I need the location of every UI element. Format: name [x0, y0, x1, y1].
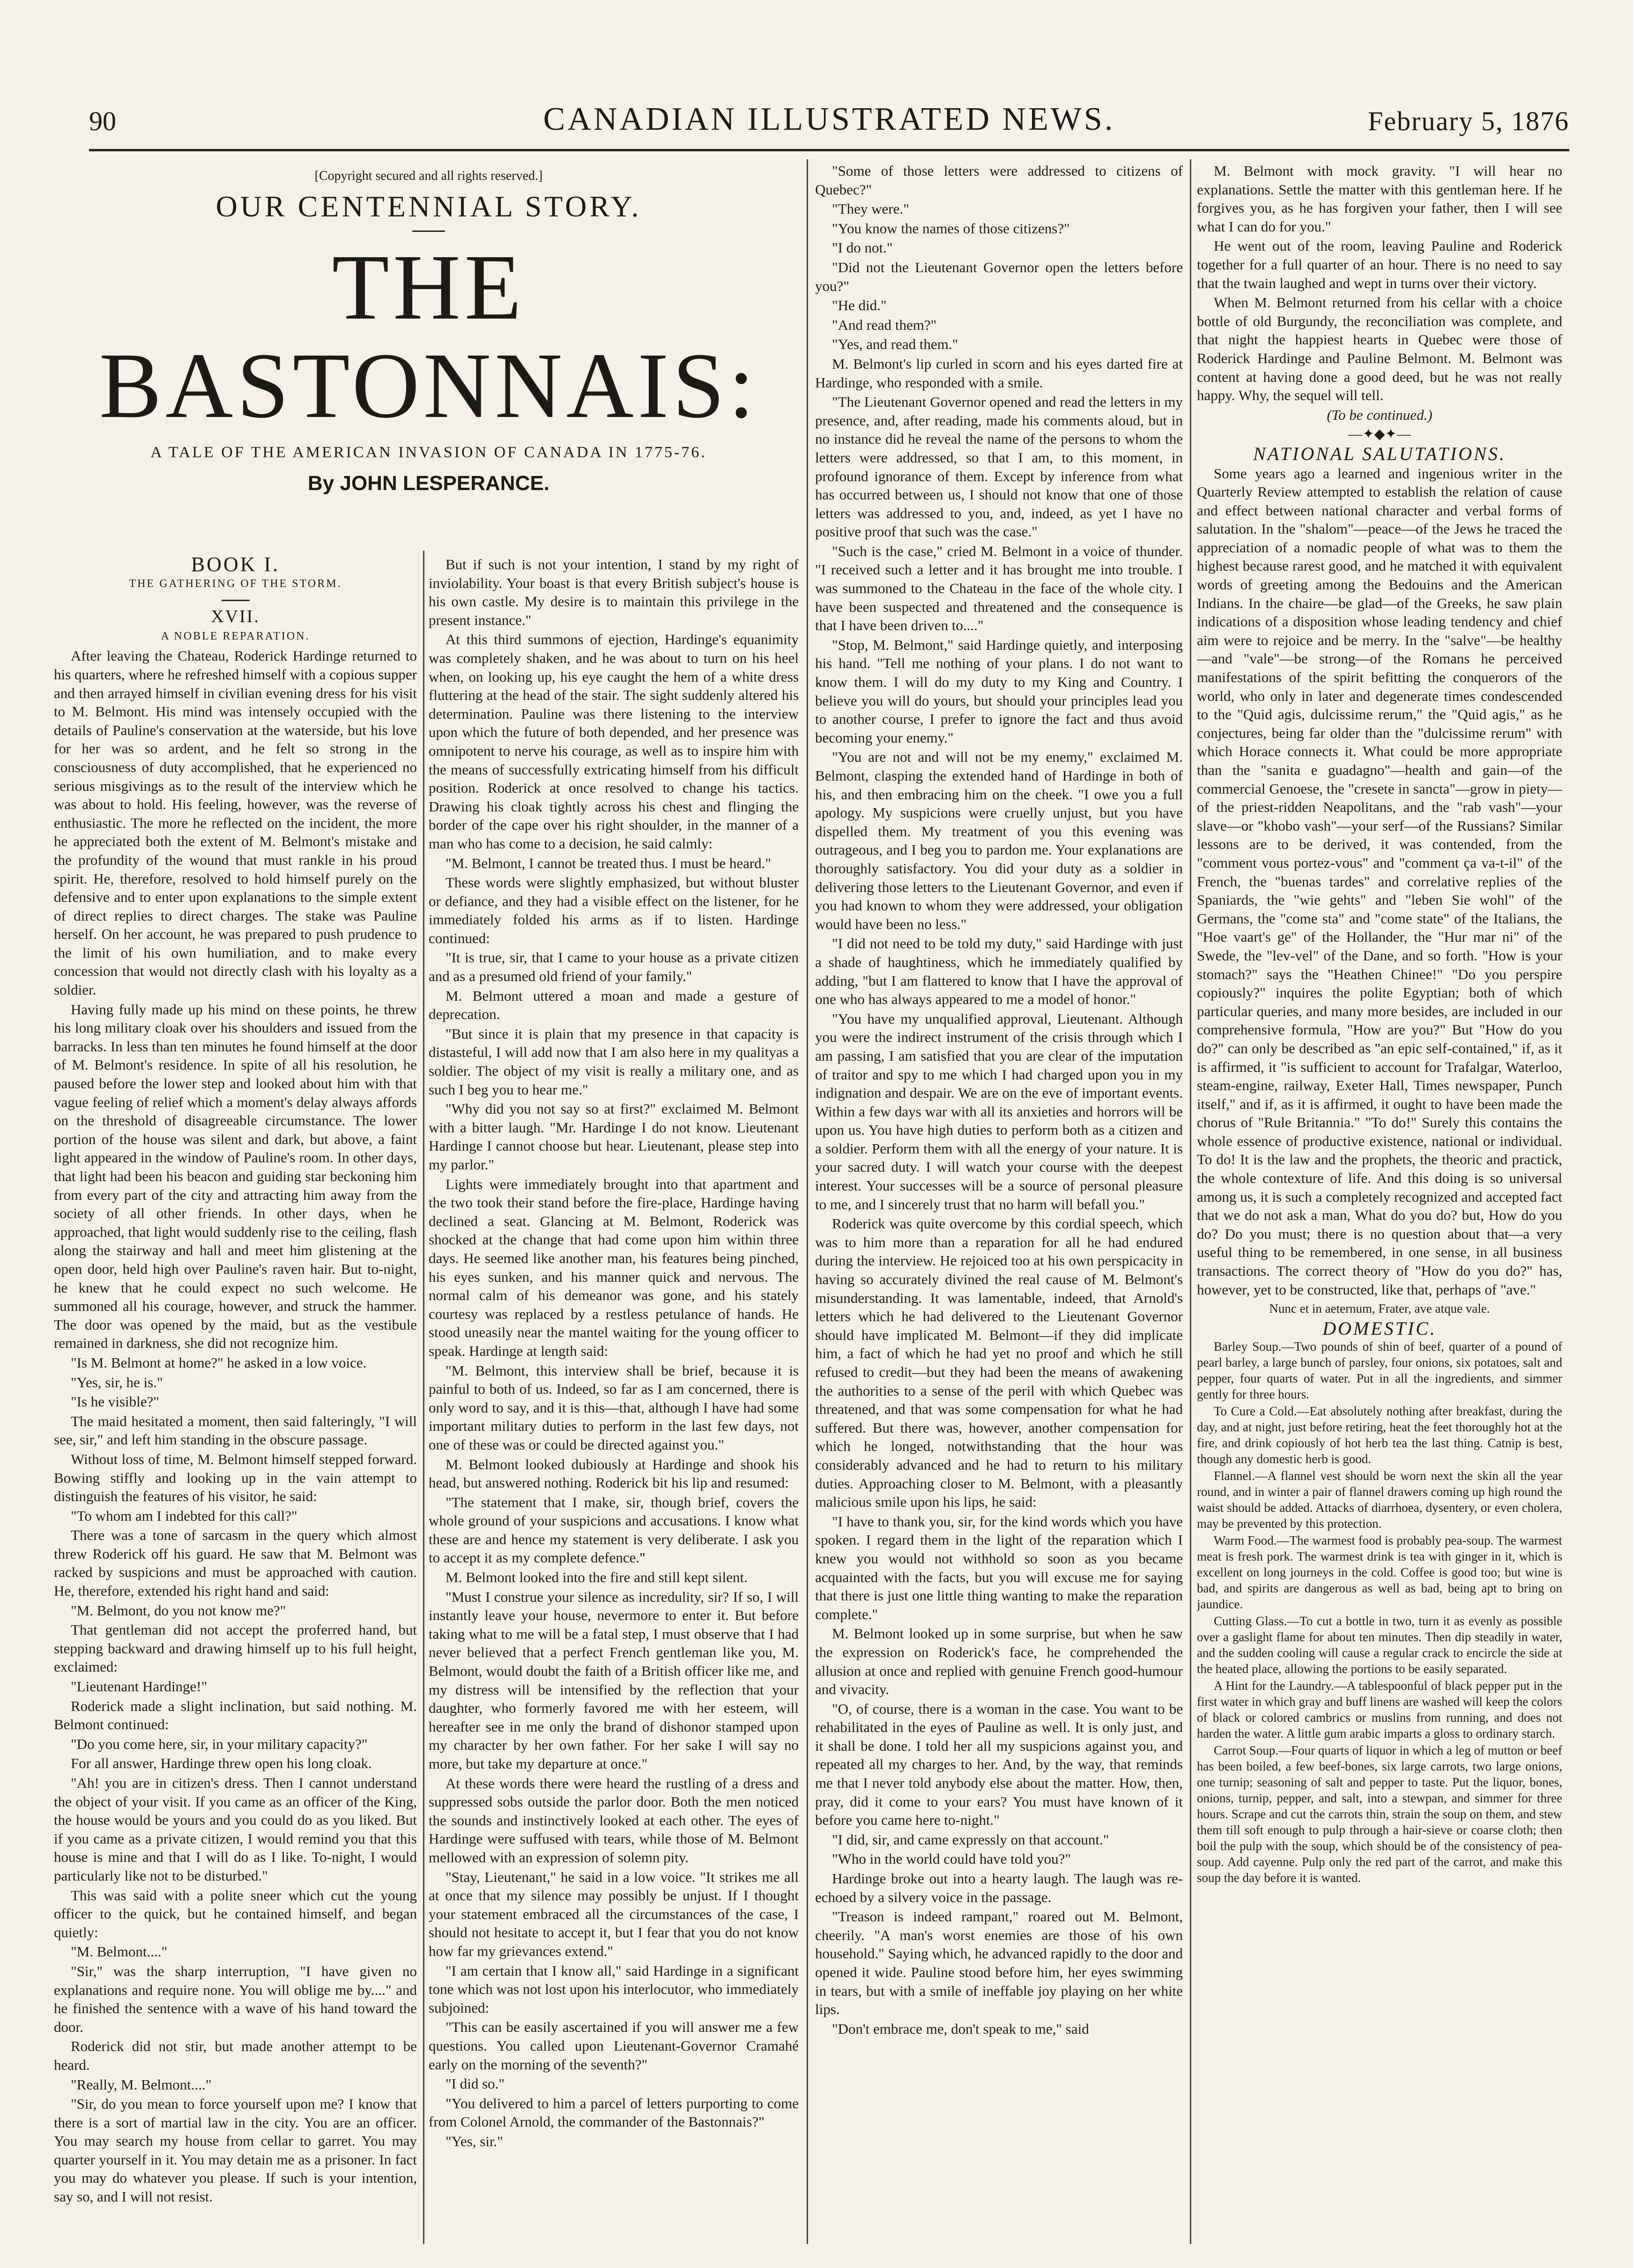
paragraph: "You delivered to him a parcel of letters purporting to come from Colonel Arnold, the commander of the Bastonnais?" — [429, 2095, 799, 2130]
paragraph: When M. Belmont returned from his cellar with a choice bottle of old Burgundy, the reconciliation was complete, and that night the happiest hearts in Quebec were those of Roderick Hardinge and Pauline Belmont. M. Belmont was content at having done a good deed, but he was not really happy. Why, the sequel will tell. — [1197, 294, 1562, 404]
column-4 — [1197, 162, 1562, 2242]
paragraph: "Who in the world could have told you?" — [832, 1851, 1071, 1867]
book-subtitle: THE GATHERING OF THE STORM. — [129, 577, 342, 590]
story-subtitle: A TALE OF THE AMERICAN INVASION OF CANADA IN 1775-76. — [150, 444, 707, 461]
to-be-continued: (To be continued.) — [1327, 406, 1433, 423]
paragraph: "It is true, sir, that I came to your house as a private citizen and as a presumed old friend of your family." — [429, 949, 799, 985]
paragraph: This was said with a polite sneer which cut the young officer to the quick, but he contained himself, and began quietly: — [54, 1887, 417, 1941]
column-1-text — [54, 647, 417, 2206]
paragraph: "I did so." — [445, 2075, 505, 2092]
paragraph: "You are not and will not be my enemy," exclaimed M. Belmont, clasping the extended hand of Hardinge in both of his, and then embracing him on the cheek. "I owe you a full apology. My suspicions were cruelly unjust, but you have dispelled them. My treatment of you this evening was outrageous, and I beg you to pardon me. Your explanations are thoroughly satisfactory. You did your duty as a soldier in delivering those letters to the Lieutenant Governor, and even if you had known to whom they were addressed, your obligation would have been no less." — [815, 749, 1183, 932]
column-3-text — [815, 162, 1183, 2038]
column-2-text — [429, 555, 799, 2150]
paragraph: Carrot Soup.—Four quarts of liquor in which a leg of mutton or beef has been boiled, a few beef-bones, six large carrots, two large onions, one turnip; seasoning of salt and pepper to taste. Put the liquor, bones, onions, turnip, pepper, and salt, into a stewpan, and simmer for three hours. Scrape and cut the carrots thin, strain the soup on them, and stew them till soft enough to pulp through a hair-sieve or coarse cloth; then boil the pulp with the soup, which should be of the consistency of pea-soup. Add cayenne. Pulp only the red part of the carrot, and make this soup the day before it is wanted. — [1197, 1743, 1562, 1885]
paragraph: Hardinge broke out into a hearty laugh. The laugh was re-echoed by a silvery voice in the passage. — [815, 1870, 1183, 1905]
page-number: 90 — [89, 106, 116, 136]
salutations-text — [1197, 464, 1562, 1299]
paragraph: Barley Soup.—Two pounds of shin of beef, quarter of a pound of pearl barley, a large bunch of parsley, four onions, six potatoes, salt and pepper, four quarts of water. Put in all the ingredients, and simmer gently for three hours. — [1197, 1339, 1562, 1402]
paragraph: "I am certain that I know all," said Hardinge in a significant tone which was not lost upon his interlocutor, who immediately subjoined: — [429, 1962, 799, 2016]
paragraph: Having fully made up his mind on these points, he threw his long military cloak over his shoulders and issued from the barracks. In less than ten minutes he found himself at the door of M. Belmont's residence. In spite of all his resolution, he paused before the lower step and looked about him with that vague feeling of relief which a moment's delay always affords on the threshold of disagreeable circumstance. The lower portion of the house was silent and dark, but above, a faint light appeared in the window of Pauline's room. In other days, that light had been his beacon and guiding star beckoning him from every part of the city and attracting him away from the society of all other friends. In other days, when he approached, that light would suddenly rise to the ceiling, flash along the stairway and hall and meet him glistening at the open door, held high over Pauline's raven hair. But to-night, he knew that he could expect no such welcome. He summoned all his courage, however, and struck the hammer. The door was opened by the maid, but as the vestibule remained in darkness, she did not recognize him. — [54, 1001, 417, 1352]
paragraph: "Sir," was the sharp interruption, "I have given no explanations and require none. You will oblige me by...." and he finished the sentence with a wave of his hand toward the door. — [54, 1963, 417, 2035]
paragraph: Without loss of time, M. Belmont himself stepped forward. Bowing stiffly and looking up in the vain attempt to distinguish the features of his visitor, he said: — [54, 1450, 417, 1505]
paragraph: Lights were immediately brought into that apartment and the two took their stand before the fire-place, Hardinge having declined a seat. Glancing at M. Belmont, Roderick was shocked at the change that had come upon him within three days. He seemed like another man, his features being pinched, his eyes sunken, and his manner quick and nervous. The normal calm of his demeanor was gone, and his stately courtesy was replaced by a restless petulance of hands. He stood uneasily near the mantel waiting for the young officer to speak. Hardinge at length said: — [429, 1175, 799, 1359]
paragraph: "They were." — [832, 201, 909, 217]
paragraph: "Ah! you are in citizen's dress. Then I cannot understand the object of your visit. If you came as an officer of the King, the house would be yours and you could do as you liked. But if you came as a private citizen, I would remind you that this house is mine and that I will do as I like. To-night, I would particularly like not to be disturbed." — [54, 1775, 417, 1884]
paragraph: "Is M. Belmont at home?" he asked in a low voice. — [71, 1354, 367, 1371]
paragraph: That gentleman did not accept the proferred hand, but stepping backward and drawing himself up to his full height, exclaimed: — [54, 1621, 417, 1675]
column-4-text — [1197, 162, 1562, 405]
paragraph: M. Belmont with mock gravity. "I will hear no explanations. Settle the matter with this gentleman here. If he forgives you, as he has forgiven your father, then I will see what I can do for you." — [1197, 163, 1562, 235]
paragraph: M. Belmont looked into the fire and still kept silent. — [445, 1569, 748, 1586]
paragraph: "M. Belmont, do you not know me?" — [71, 1602, 286, 1619]
paragraph: "Stay, Lieutenant," he said in a low voice. "It strikes me all at once that my silence may possibly be unjust. If I thought your statement embraced all the circumstances of the case, I should not hesitate to accept it, but I fear that you do not know how far my grievances extend." — [429, 1868, 799, 1959]
paragraph: For all answer, Hardinge threw open his long cloak. — [71, 1755, 372, 1772]
paragraph: "Did not the Lieutenant Governor open the letters before you?" — [815, 259, 1183, 294]
paragraph: "M. Belmont...." — [71, 1943, 168, 1960]
story-title: THE BASTONNAIS: — [99, 236, 758, 438]
salutations-heading: NATIONAL SALUTATIONS. — [1253, 443, 1506, 464]
paragraph: M. Belmont looked dubiously at Hardinge and shook his head, but answered nothing. Roderick bit his lip and resumed: — [429, 1456, 799, 1491]
paragraph: But if such is not your intention, I stand by my right of inviolability. Your boast is that every British subject's house is his own castle. My desire is to maintain this privilege in the present instance." — [429, 556, 799, 628]
masthead-rule — [89, 149, 1569, 151]
paragraph: There was a tone of sarcasm in the query which almost threw Roderick off his guard. He saw that M. Belmont was racked by suspicions and must be approached with caution. He, therefore, extended his right hand and said: — [54, 1527, 417, 1599]
paragraph: "I have to thank you, sir, for the kind words which you have spoken. I regard them in the light of the reparation which I knew you would not withhold so soon as you became acquainted with the facts, but you will excuse me for saying that there is just one little thing wanting to make the reparation complete." — [815, 1513, 1183, 1622]
paragraph: "But since it is plain that my presence in that capacity is distasteful, I will add now that I am also here in my qualityas a soldier. The object of my visit is really a military one, and as such I beg you to hear me." — [429, 1025, 799, 1098]
paragraph: At this third summons of ejection, Hardinge's equanimity was completely shaken, and he was about to turn on his heel when, on looking up, his eye caught the hem of a white dress fluttering at the head of the stair. The sight suddenly altered his determination. Pauline was there listening to the interview upon which the future of both depended, and her presence was omnipotent to nerve his courage, as well as to inspire him with the means of successfully extricating himself from his difficult position. Roderick at once resolved to change his tactics. Drawing his cloak tightly across his chest and flinging the border of the cape over his right shoulder, in the manner of a man who has come to a decision, he said calmly: — [429, 631, 799, 852]
paragraph: "I did, sir, and came expressly on that account." — [832, 1831, 1109, 1848]
short-rule — [412, 231, 445, 232]
column-rule-2 — [807, 159, 808, 2244]
story-header — [56, 164, 801, 548]
column-3 — [815, 162, 1183, 2242]
paragraph: The maid hesitated a moment, then said falteringly, "I will see, sir," and left him standing in the obscure passage. — [54, 1413, 417, 1448]
ornament-divider: —✦◆✦— — [1348, 426, 1411, 442]
paragraph: "I do not." — [832, 239, 893, 256]
paragraph: At these words there were heard the rustling of a dress and suppressed sobs outside the parlor door. Both the men noticed the sounds and instinctively looked at each other. The eyes of Hardinge were suffused with tears, while those of M. Belmont mellowed with an expression of solemn pity. — [429, 1775, 799, 1866]
short-rule — [222, 600, 250, 601]
column-1 — [54, 555, 417, 2242]
paper-title: CANADIAN ILLUSTRATED NEWS. — [543, 101, 1115, 137]
paragraph: "O, of course, there is a woman in the case. You want to be rehabilitated in the eyes of Pauline as well. It is only just, and it shall be done. I told her all my suspicions against you, and repeated all my charges to her. And, by the way, that reminds me that I never told anybody else about the matter. How, then, pray, did it come to your ears? You must have known of it before you came here to-night." — [815, 1700, 1183, 1829]
paragraph: Some years ago a learned and ingenious writer in the Quarterly Review attempted to establish the relation of cause and effect between national character and verbal forms of salutation. In the "shalom"—peace—of the Jews he traced the appreciation of a nomadic people of what was to them the highest because rarest good, and he matched it with equivalent words of greeting among the Bedouins and the American Indians. In the chaire—be glad—of the Greeks, he saw plain indications of a disposition whose leading tendency and chief aim were to rejoice and be merry. In the "salve"—be healthy—and "vale"—be strong—of the Romans he perceived manifestations of the spirit befitting the conquerors of the world, who only in later and degenerate times condescended to the "Quid agis, dulcissime rerum," the "Quid agis," as he conjectures, being far older than the "dulcissime rerum" with which Horace connects it. What could be more appropriate than the "sanita e guadagno"—health and gain—of the commercial Genoese, the "cresete in sancta"—grow in piety—of the priest-ridden Neapolitans, and the "rab vash"—your slave—or "khobo vash"—your serf—of the Russians? Similar lessons are to be derived, it was contended, from the "comment vous portez-vous" and "comment ça va-t-il" of the French, the "buenas tardes" and correlative replies of the Spaniards, the "wie gehts" and "leben Sie wohl" of the Germans, the "come sta" and "come state" of the Italians, the "Hoe vaart's ge" of the Hollander, the "Hur mar ni" of the Swede, the "lev-vel" of the Dane, and so forth. "How is your stomach?" says the "Heathen Chinee!" "Do you perspire copiously?" inquires the polite Egyptian; both of which particular queries, and many more besides, are included in our comprehensive formula, "How are you?" But "How do you do?" can only be described as "an epic self-contained," if, as it is affirmed, it "is sufficient to account for Trafalgar, Waterloo, steam-engine, railway, Exeter Hall, Times newspaper, Punch itself," and if, as it is affirmed, it ought to have been made the chorus of "Rule Britannia." "To do!" Surely this contains the whole essence of productive existence, national or individual. To do! It is the law and the prophets, the theoric and practick, the whole contexture of life. And this doing is so universal among us, it is such a completely recognized and accepted fact that we do not ask a man, What do you do? but, How do you do? Do you must; there is no question about that—a very useful thing to be remembered, in one sense, in all business transactions. The correct theory of "How do you do?" has, however, yet to be constructed, like that, perhaps of "ave." — [1197, 465, 1562, 1298]
paragraph: Roderick made a slight inclination, but said nothing. M. Belmont continued: — [54, 1697, 417, 1733]
chapter-title: A NOBLE REPARATION. — [161, 630, 310, 642]
paragraph: "Sir, do you mean to force yourself upon me? I know that there is a sort of martial law in the city. You are an officer. You may search my house from cellar to garret. You may quarter yourself in it. You may detain me as a prisoner. In fact you may do whatever you please. If such is your intention, say so, and I will not resist. — [54, 2096, 417, 2205]
story-byline: By JOHN LESPERANCE. — [308, 472, 549, 495]
column-rule-1 — [423, 550, 424, 2244]
paragraph: "The statement that I make, sir, though brief, covers the whole ground of your suspicions and accusations. I know what these are and hence my statement is very deliberate. I ask you to accept it as my complete defence." — [429, 1494, 799, 1566]
paragraph: "Stop, M. Belmont," said Hardinge quietly, and interposing his hand. "Tell me nothing of your plans. I do not want to know them. I will do my duty to my King and Country. I believe you will do yours, but should your principles lead you to another course, I prefer to ignore the fact and thus avoid becoming your enemy." — [815, 636, 1183, 746]
paragraph: "He did." — [832, 297, 887, 314]
paragraph: "To whom am I indebted for this call?" — [71, 1507, 297, 1524]
paragraph: M. Belmont uttered a moan and made a gesture of deprecation. — [429, 987, 799, 1023]
paragraph: A Hint for the Laundry.—A tablespoonful of black pepper put in the first water in which gray and buff linens are washed will keep the colors of black or colored cambrics or muslins from running, and does not harden the water. A little gum arabic imparts a gloss to ordinary starch. — [1197, 1679, 1562, 1741]
paragraph: "Lieutenant Hardinge!" — [71, 1678, 208, 1695]
paragraph: "Yes, sir." — [445, 2133, 503, 2149]
paragraph: "Is he visible?" — [71, 1393, 159, 1410]
paragraph: "Do you come here, sir, in your military capacity?" — [71, 1735, 368, 1752]
paragraph: "Such is the case," cried M. Belmont in a voice of thunder. "I received such a letter and it has brought me into trouble. I was summoned to the Chateau in the face of the whole city. I have been suspected and threatened and the consequence is that I have been driven to...." — [815, 543, 1183, 634]
paragraph: "Yes, sir, he is." — [71, 1374, 163, 1391]
paragraph: Roderick was quite overcome by this cordial speech, which was to him more than a reparation for all he had endured during the interview. He rejoiced too at his own perspicacity in having so accurately divined the real cause of M. Belmont's misunderstanding. It was lamentable, indeed, that Arnold's letters which he had delivered to the Lieutenant Governor should have implicated M. Belmont—if they did implicate him, a fact of which he had yet no proof and which he still refused to credit—but they had been the means of awakening the authorities to a sense of the peril with which Quebec was threatened, and that was some compensation for what he had suffered. But there was, however, another compensation for which he longed, notwithstanding that the hour was considerably advanced and he had to return to his military duties. Approaching closer to M. Belmont, with a pleasantly malicious smile upon his lips, he said: — [815, 1215, 1183, 1510]
paragraph: "Really, M. Belmont...." — [71, 2076, 212, 2093]
paragraph: "Don't embrace me, don't speak to me," said — [832, 2020, 1089, 2037]
masthead — [89, 101, 1569, 145]
paragraph: M. Belmont looked up in some surprise, but when he saw the expression on Roderick's face, he comprehended the allusion at once and replied with genuine French good-humour and vivacity. — [815, 1625, 1183, 1698]
paragraph: M. Belmont's lip curled in scorn and his eyes darted fire at Hardinge, who responded with a smile. — [815, 355, 1183, 391]
paragraph: After leaving the Chateau, Roderick Hardinge returned to his quarters, where he refreshed himself with a copious supper and then arrayed himself in civilian evening dress for his visit to M. Belmont. His mind was intensely occupied with the details of Pauline's conservation at the waterside, but his love for her was so ardent, and he felt so strong in the consciousness of duty accomplished, that he experienced no serious misgivings as to the result of the interview which he was about to hold. His feeling, however, was the reverse of enthusiastic. The more he reflected on the incident, the more he appreciated both the extent of M. Belmont's mistake and the profundity of the wound that must rankle in his proud spirit. He, therefore, resolved to hold himself purely on the defensive and to enter upon explanations to the simple extent of direct replies to direct charges. The stake was Pauline herself. On her account, he was prepared to push prudence to the limit of his own humiliation, and to make every concession that would not directly clash with his loyalty as a soldier. — [54, 647, 417, 998]
chapter-number: XVII. — [211, 607, 260, 627]
column-rule-3 — [1190, 159, 1191, 2244]
paragraph: Warm Food.—The warmest food is probably pea-soup. The warmest meat is fresh pork. The warmest drink is tea with ginger in it, which is excellent on long journeys in the cold. Coffee is good too; but wine is bad, and spirits are dangerous as well as bad, being apt to bring on jaundice. — [1197, 1533, 1562, 1612]
issue-date: February 5, 1876 — [1368, 106, 1569, 136]
paragraph: "You have my unqualified approval, Lieutenant. Although you were the indirect instrument of the crisis through which I am passing, I am satisfied that you are clear of the imputation of traitor and spy to me which I had charged upon you in my indignation and despair. We are on the eve of important events. Within a few days war with all its anxieties and horrors will be upon us. You have high duties to perform both as a citizen and a soldier. Perform them with all the energy of your nature. It is your sacred duty. I will watch your course with the deepest interest. Your successes will be a source of personal pleasure to me, and I sincerely trust that no harm will befall you." — [815, 1010, 1183, 1212]
paragraph: "This can be easily ascertained if you will answer me a few questions. You called upon Lieutenant-Governor Cramahé early on the morning of the seventh?" — [429, 2019, 799, 2073]
series-title: OUR CENTENNIAL STORY. — [215, 190, 642, 223]
paragraph: Roderick did not stir, but made another attempt to be heard. — [54, 2038, 417, 2073]
paragraph: "M. Belmont, I cannot be treated thus. I must be heard." — [445, 855, 772, 871]
domestic-text — [1197, 1338, 1562, 1886]
paragraph: "Yes, and read them." — [832, 336, 958, 353]
paragraph: These words were slightly emphasized, but without bluster or defiance, and they had a visible effect on the listener, for he immediately folded his arms as if to listen. Hardinge continued: — [429, 874, 799, 946]
paragraph: "The Lieutenant Governor opened and read the letters in my presence, and, after reading, made his comments aloud, but in no instance did he reveal the name of the persons to whom the letters were addressed, so that I am, to this moment, in profound ignorance of them. Except by inference from what has occurred between us, I should not know that one of those letters was addressed to you, and, indeed, as yet I have no positive proof that such was the case." — [815, 394, 1183, 540]
paragraph: "Treason is indeed rampant," roared out M. Belmont, cheerily. "A man's worst enemies are those of his own household." Saying which, he advanced rapidly to the door and opened it wide. Pauline stood before him, her eyes swimming in tears, but with a smile of ineffable joy playing on her white lips. — [815, 1908, 1183, 2018]
paragraph: "You know the names of those citizens?" — [832, 220, 1070, 237]
paragraph: Cutting Glass.—To cut a bottle in two, turn it as evenly as possible over a gaslight flame for about ten minutes. Then dip steadily in water, and the sudden cooling will cause a regular crack to encircle the side at the heated place, allowing the portions to be easily separated. — [1197, 1614, 1562, 1676]
paragraph: "M. Belmont, this interview shall be brief, because it is painful to both of us. Indeed, so far as I am concerned, there is only word to say, and it is this—that, although I have had some important military duties to perform in the last few days, not one of these was or could be directed against you." — [429, 1362, 799, 1453]
domestic-heading: DOMESTIC. — [1322, 1317, 1437, 1339]
book-heading: BOOK I. — [191, 555, 280, 576]
paragraph: Flannel.—A flannel vest should be worn next the skin all the year round, and in winter a pair of flannel drawers coming up high round the waist should be added. Attacks of diarrhoea, dysentery, or even cholera, may be prevented by this protection. — [1197, 1469, 1562, 1531]
column-2 — [429, 555, 799, 2242]
paragraph: To Cure a Cold.—Eat absolutely nothing after breakfast, during the day, and at night, just before retiring, heat the feet thoroughly hot at the fire, and drink copiously of hot herb tea the last thing. Catnip is best, though any domestic herb is good. — [1197, 1404, 1562, 1466]
paragraph: "I did not need to be told my duty," said Hardinge with just a shade of haughtiness, which he immediately qualified by adding, "but I am flattered to know that I have the approval of one who has always appeared to me a model of honor." — [815, 935, 1183, 1008]
paragraph: "Why did you not say so at first?" exclaimed M. Belmont with a bitter laugh. "Mr. Hardinge I do not know. Lieutenant Hardinge I cannot choose but hear. Lieutenant, please step into my parlor." — [429, 1101, 799, 1173]
copyright-notice: [Copyright secured and all rights reserved.] — [314, 169, 543, 183]
paragraph: "Must I construe your silence as incredulity, sir? If so, I will instantly leave your house, nevermore to enter it. But before taking what to me will be a fatal step, I must observe that I had never believed that a perfect French gentleman like you, M. Belmont, would doubt the faith of a British officer like me, and my distress will be intensified by the reflection that your daughter, who formerly favored me with her esteem, will hereafter see in me only the brand of dishonor stamped upon my character by her own father. For her sake I will say no more, but take my departure at once." — [429, 1588, 799, 1772]
paragraph: He went out of the room, leaving Pauline and Roderick together for a full quarter of an hour. There is no need to say that the twain laughed and wept in turns over their victory. — [1197, 238, 1562, 291]
salutations-motto: Nunc et in aeternum, Frater, ave atque vale. — [1269, 1301, 1490, 1316]
paragraph: "Some of those letters were addressed to citizens of Quebec?" — [815, 163, 1183, 198]
paragraph: "And read them?" — [832, 316, 937, 333]
